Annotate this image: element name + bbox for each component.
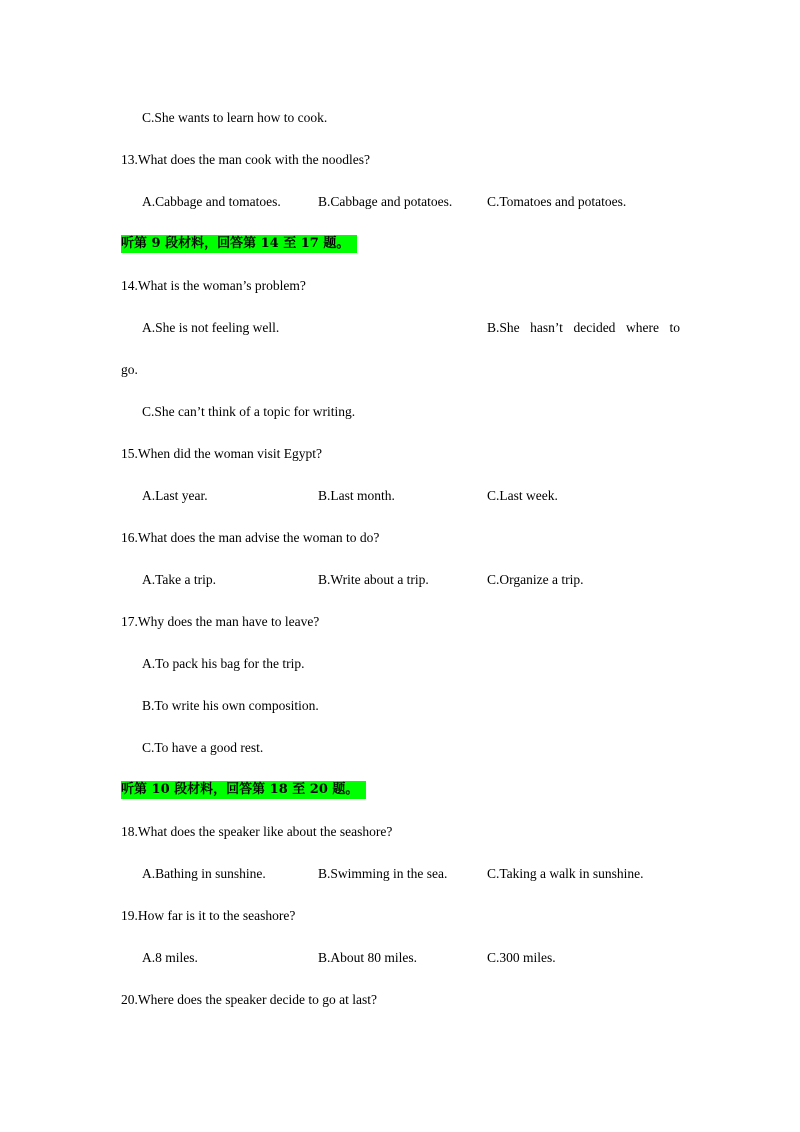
section-9-heading: 听第 9 段材料，回答第 14 至 17 题。 — [121, 235, 357, 253]
q19-question: 19.How far is it to the seashore? — [121, 908, 296, 923]
q13-option-c: C.Tomatoes and potatoes. — [487, 194, 627, 209]
q15-question: 15.When did the woman visit Egypt? — [121, 446, 322, 461]
q16-question: 16.What does the man advise the woman to do? — [121, 530, 380, 545]
q14-option-b: B.She hasn’t decided where to — [487, 320, 680, 335]
q16-option-b: B.Write about a trip. — [318, 572, 429, 587]
q14-option-c: C.She can’t think of a topic for writing. — [142, 404, 356, 419]
q20-question: 20.Where does the speaker decide to go at last? — [121, 992, 378, 1007]
q13-option-b: B.Cabbage and potatoes. — [318, 194, 453, 209]
q18-question: 18.What does the speaker like about the seashore? — [121, 824, 393, 839]
q13-question: 13.What does the man cook with the noodles? — [121, 152, 370, 167]
q16-option-a: A.Take a trip. — [142, 572, 217, 587]
q18-option-b: B.Swimming in the sea. — [318, 866, 448, 881]
q17-option-b: B.To write his own composition. — [142, 698, 319, 713]
q15-option-b: B.Last month. — [318, 488, 395, 503]
q14-question: 14.What is the woman’s problem? — [121, 278, 306, 293]
q18-option-c: C.Taking a walk in sunshine. — [487, 866, 644, 881]
q19-option-c: C.300 miles. — [487, 950, 556, 965]
q14-option-a: A.She is not feeling well. — [142, 320, 280, 335]
q12-option-c: C.She wants to learn how to cook. — [142, 110, 328, 125]
q14-option-b-continued: go. — [121, 362, 138, 377]
q19-option-a: A.8 miles. — [142, 950, 198, 965]
q17-question: 17.Why does the man have to leave? — [121, 614, 320, 629]
section-10-heading: 听第 10 段材料，回答第 18 至 20 题。 — [121, 781, 366, 799]
q15-option-a: A.Last year. — [142, 488, 208, 503]
q18-option-a: A.Bathing in sunshine. — [142, 866, 266, 881]
q17-option-a: A.To pack his bag for the trip. — [142, 656, 305, 671]
q17-option-c: C.To have a good rest. — [142, 740, 264, 755]
q16-option-c: C.Organize a trip. — [487, 572, 584, 587]
q15-option-c: C.Last week. — [487, 488, 558, 503]
q13-option-a: A.Cabbage and tomatoes. — [142, 194, 281, 209]
q19-option-b: B.About 80 miles. — [318, 950, 418, 965]
